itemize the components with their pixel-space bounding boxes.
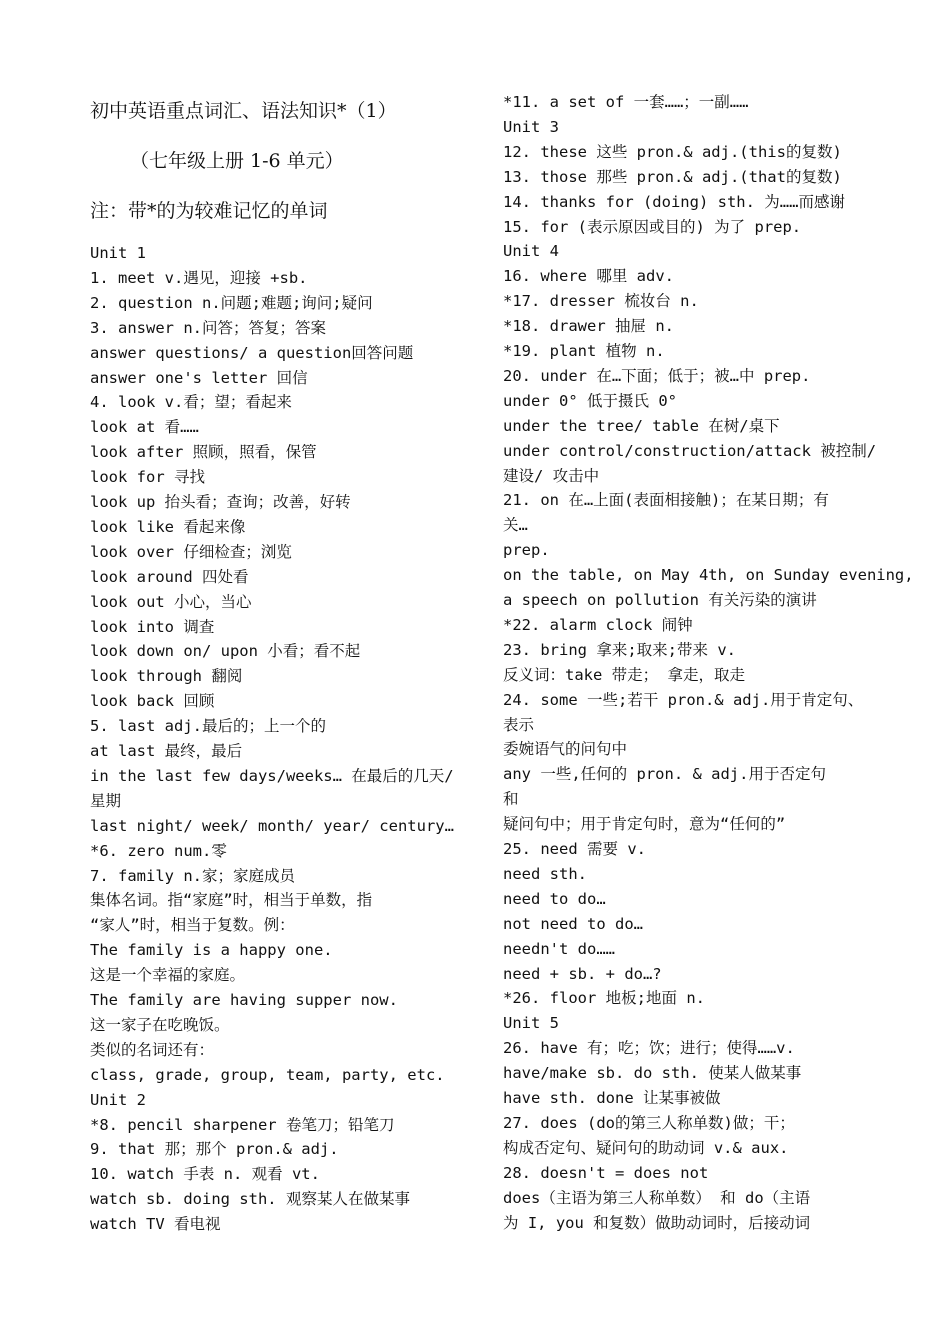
left-column-line: look through 翻阅 <box>90 667 243 686</box>
left-column-line: 2. question n.问题;难题;询问;疑问 <box>90 293 373 312</box>
right-column-line: need + sb. + do…? <box>503 964 662 983</box>
left-column-line: 1. meet v.遇见，迎接 +sb. <box>90 268 308 287</box>
right-column-line: *11. a set of 一套……；一副…… <box>503 93 749 111</box>
left-column-line: 类似的名词还有： <box>90 1040 215 1059</box>
left-column-line: 这一家子在吃晚饭。 <box>90 1015 230 1034</box>
left-column-line: look up 抬头看；查询；改善，好转 <box>90 493 351 511</box>
left-column-line: look into 调查 <box>90 617 215 636</box>
left-column-line: look at 看…… <box>90 418 199 437</box>
right-column-line: 反义词：take 带走； 拿走，取走 <box>503 665 745 684</box>
right-column-line: 27. does (do的第三人称单数)做；干； <box>503 1113 795 1132</box>
document-subtitle: （七年级上册 1-6 单元） <box>130 150 344 172</box>
document-title: 初中英语重点词汇、语法知识*（1） <box>90 100 397 122</box>
right-column-line: *18. drawer 抽屉 n. <box>503 317 674 336</box>
right-column-line: need to do… <box>503 889 606 908</box>
right-column-line: 疑问句中；用于肯定句时，意为“任何的” <box>503 815 786 834</box>
left-column-line: look down on/ upon 小看；看不起 <box>90 642 361 661</box>
right-column-line: 15. for (表示原因或目的) 为了 prep. <box>503 217 802 236</box>
left-column-line: look after 照顾，照看，保管 <box>90 443 317 462</box>
left-column-line: watch TV 看电视 <box>90 1215 221 1234</box>
right-column-line: *19. plant 植物 n. <box>503 342 665 360</box>
right-column-line: 表示 <box>503 715 535 734</box>
left-column-line: 7. family n.家；家庭成员 <box>90 866 295 885</box>
right-column-line: 14. thanks for (doing) sth. 为……而感谢 <box>503 192 845 211</box>
right-column-line: a speech on pollution 有关污染的演讲 <box>503 591 817 609</box>
document-note: 注：带*的为较难记忆的单词 <box>90 200 328 222</box>
right-column-line: 13. those 那些 pron.& adj.(that的复数) <box>503 167 842 186</box>
right-column-line: on the table, on May 4th, on Sunday evening, <box>503 566 914 585</box>
right-column-line: does（主语为第三人称单数） 和 do（主语 <box>503 1188 811 1207</box>
right-column-line: *22. alarm clock 闹钟 <box>503 615 693 634</box>
right-column-line: 建设/ 攻击中 <box>503 466 600 485</box>
right-column-line: *26. floor 地板;地面 n. <box>503 989 705 1008</box>
left-column-line: Unit 2 <box>90 1090 146 1109</box>
right-column-line: 和 <box>503 790 519 809</box>
left-column-line: look around 四处看 <box>90 567 249 586</box>
left-column-line: “家人”时，相当于复数。例： <box>90 916 295 935</box>
left-column-line: 5. last adj.最后的；上一个的 <box>90 717 326 736</box>
right-column-line: 23. bring 拿来;取来;带来 v. <box>503 640 736 659</box>
left-column-line: last night/ week/ month/ year/ century… <box>90 816 454 835</box>
right-column-line: 委婉语气的问句中 <box>503 740 628 759</box>
right-column-line: 构成否定句、疑问句的助动词 v.& aux. <box>503 1138 789 1157</box>
left-column-line: look out 小心，当心 <box>90 592 252 611</box>
left-column-line: class, grade, group, team, party, etc. <box>90 1065 445 1084</box>
left-column-line: *6. zero num.零 <box>90 841 227 860</box>
left-column-line: 集体名词。指“家庭”时，相当于单数，指 <box>90 891 373 910</box>
left-column-line: in the last few days/weeks… 在最后的几天/ <box>90 766 454 785</box>
left-column-line: The family is a happy one. <box>90 941 333 960</box>
right-column-line: 21. on 在…上面(表面相接触)；在某日期；有 <box>503 491 829 510</box>
right-column-line: Unit 5 <box>503 1014 559 1033</box>
right-column-line: prep. <box>503 541 550 560</box>
left-column-line: look for 寻找 <box>90 468 205 487</box>
right-column-line: 为 I, you 和复数）做助动词时，后接动词 <box>503 1213 811 1232</box>
left-column-line: answer questions/ a question回答问题 <box>90 343 414 362</box>
left-column-line: 10. watch 手表 n. 观看 vt. <box>90 1165 320 1184</box>
right-column-line: *17. dresser 梳妆台 n. <box>503 292 699 311</box>
right-column-line: Unit 3 <box>503 117 559 136</box>
right-column-line: 12. these 这些 pron.& adj.(this的复数) <box>503 142 842 161</box>
right-column-line: under 0° 低于摄氏 0° <box>503 391 677 410</box>
right-column-line: 25. need 需要 v. <box>503 840 646 858</box>
left-column-line: 3. answer n.问答；答复；答案 <box>90 318 326 337</box>
left-column-line: watch sb. doing sth. 观察某人在做某事 <box>90 1190 410 1209</box>
left-column-line: look over 仔细检查；浏览 <box>90 542 292 561</box>
left-column-line: answer one's letter 回信 <box>90 368 308 387</box>
right-column-line: have/make sb. do sth. 使某人做某事 <box>503 1064 802 1083</box>
left-column-line: look like 看起来像 <box>90 517 246 536</box>
right-column-line: Unit 4 <box>503 242 559 261</box>
left-column-line: The family are having supper now. <box>90 991 398 1009</box>
right-column-line: 20. under 在…下面；低于；被…中 prep. <box>503 366 811 385</box>
right-column-line: not need to do… <box>503 914 643 933</box>
left-column-line: 星期 <box>90 791 122 810</box>
right-column-line: 24. some 一些;若干 pron.& adj.用于肯定句、 <box>503 690 864 709</box>
left-column-line: *8. pencil sharpener 卷笔刀；铅笔刀 <box>90 1115 395 1134</box>
right-column-line: need sth. <box>503 864 587 883</box>
left-column-line: Unit 1 <box>90 244 146 262</box>
right-column-line: needn't do…… <box>503 939 615 958</box>
right-column-line: 关… <box>503 516 528 535</box>
right-column-line: 28. doesn't = does not <box>503 1163 709 1182</box>
left-column-line: at last 最终，最后 <box>90 742 243 760</box>
left-column-line: 9. that 那；那个 pron.& adj. <box>90 1140 339 1159</box>
right-column-line: 26. have 有；吃；饮；进行；使得……v. <box>503 1039 795 1058</box>
left-column-line: 这是一个幸福的家庭。 <box>90 966 246 985</box>
right-column-line: under the tree/ table 在树/桌下 <box>503 416 780 435</box>
right-column-line: any 一些,任何的 pron. & adj.用于否定句 <box>503 765 826 784</box>
right-column-line: have sth. done 让某事被做 <box>503 1089 721 1107</box>
left-column-line: look back 回顾 <box>90 692 215 711</box>
right-column-line: 16. where 哪里 adv. <box>503 267 674 286</box>
left-column-line: 4. look v.看；望；看起来 <box>90 393 292 412</box>
right-column-line: under control/construction/attack 被控制/ <box>503 441 877 460</box>
